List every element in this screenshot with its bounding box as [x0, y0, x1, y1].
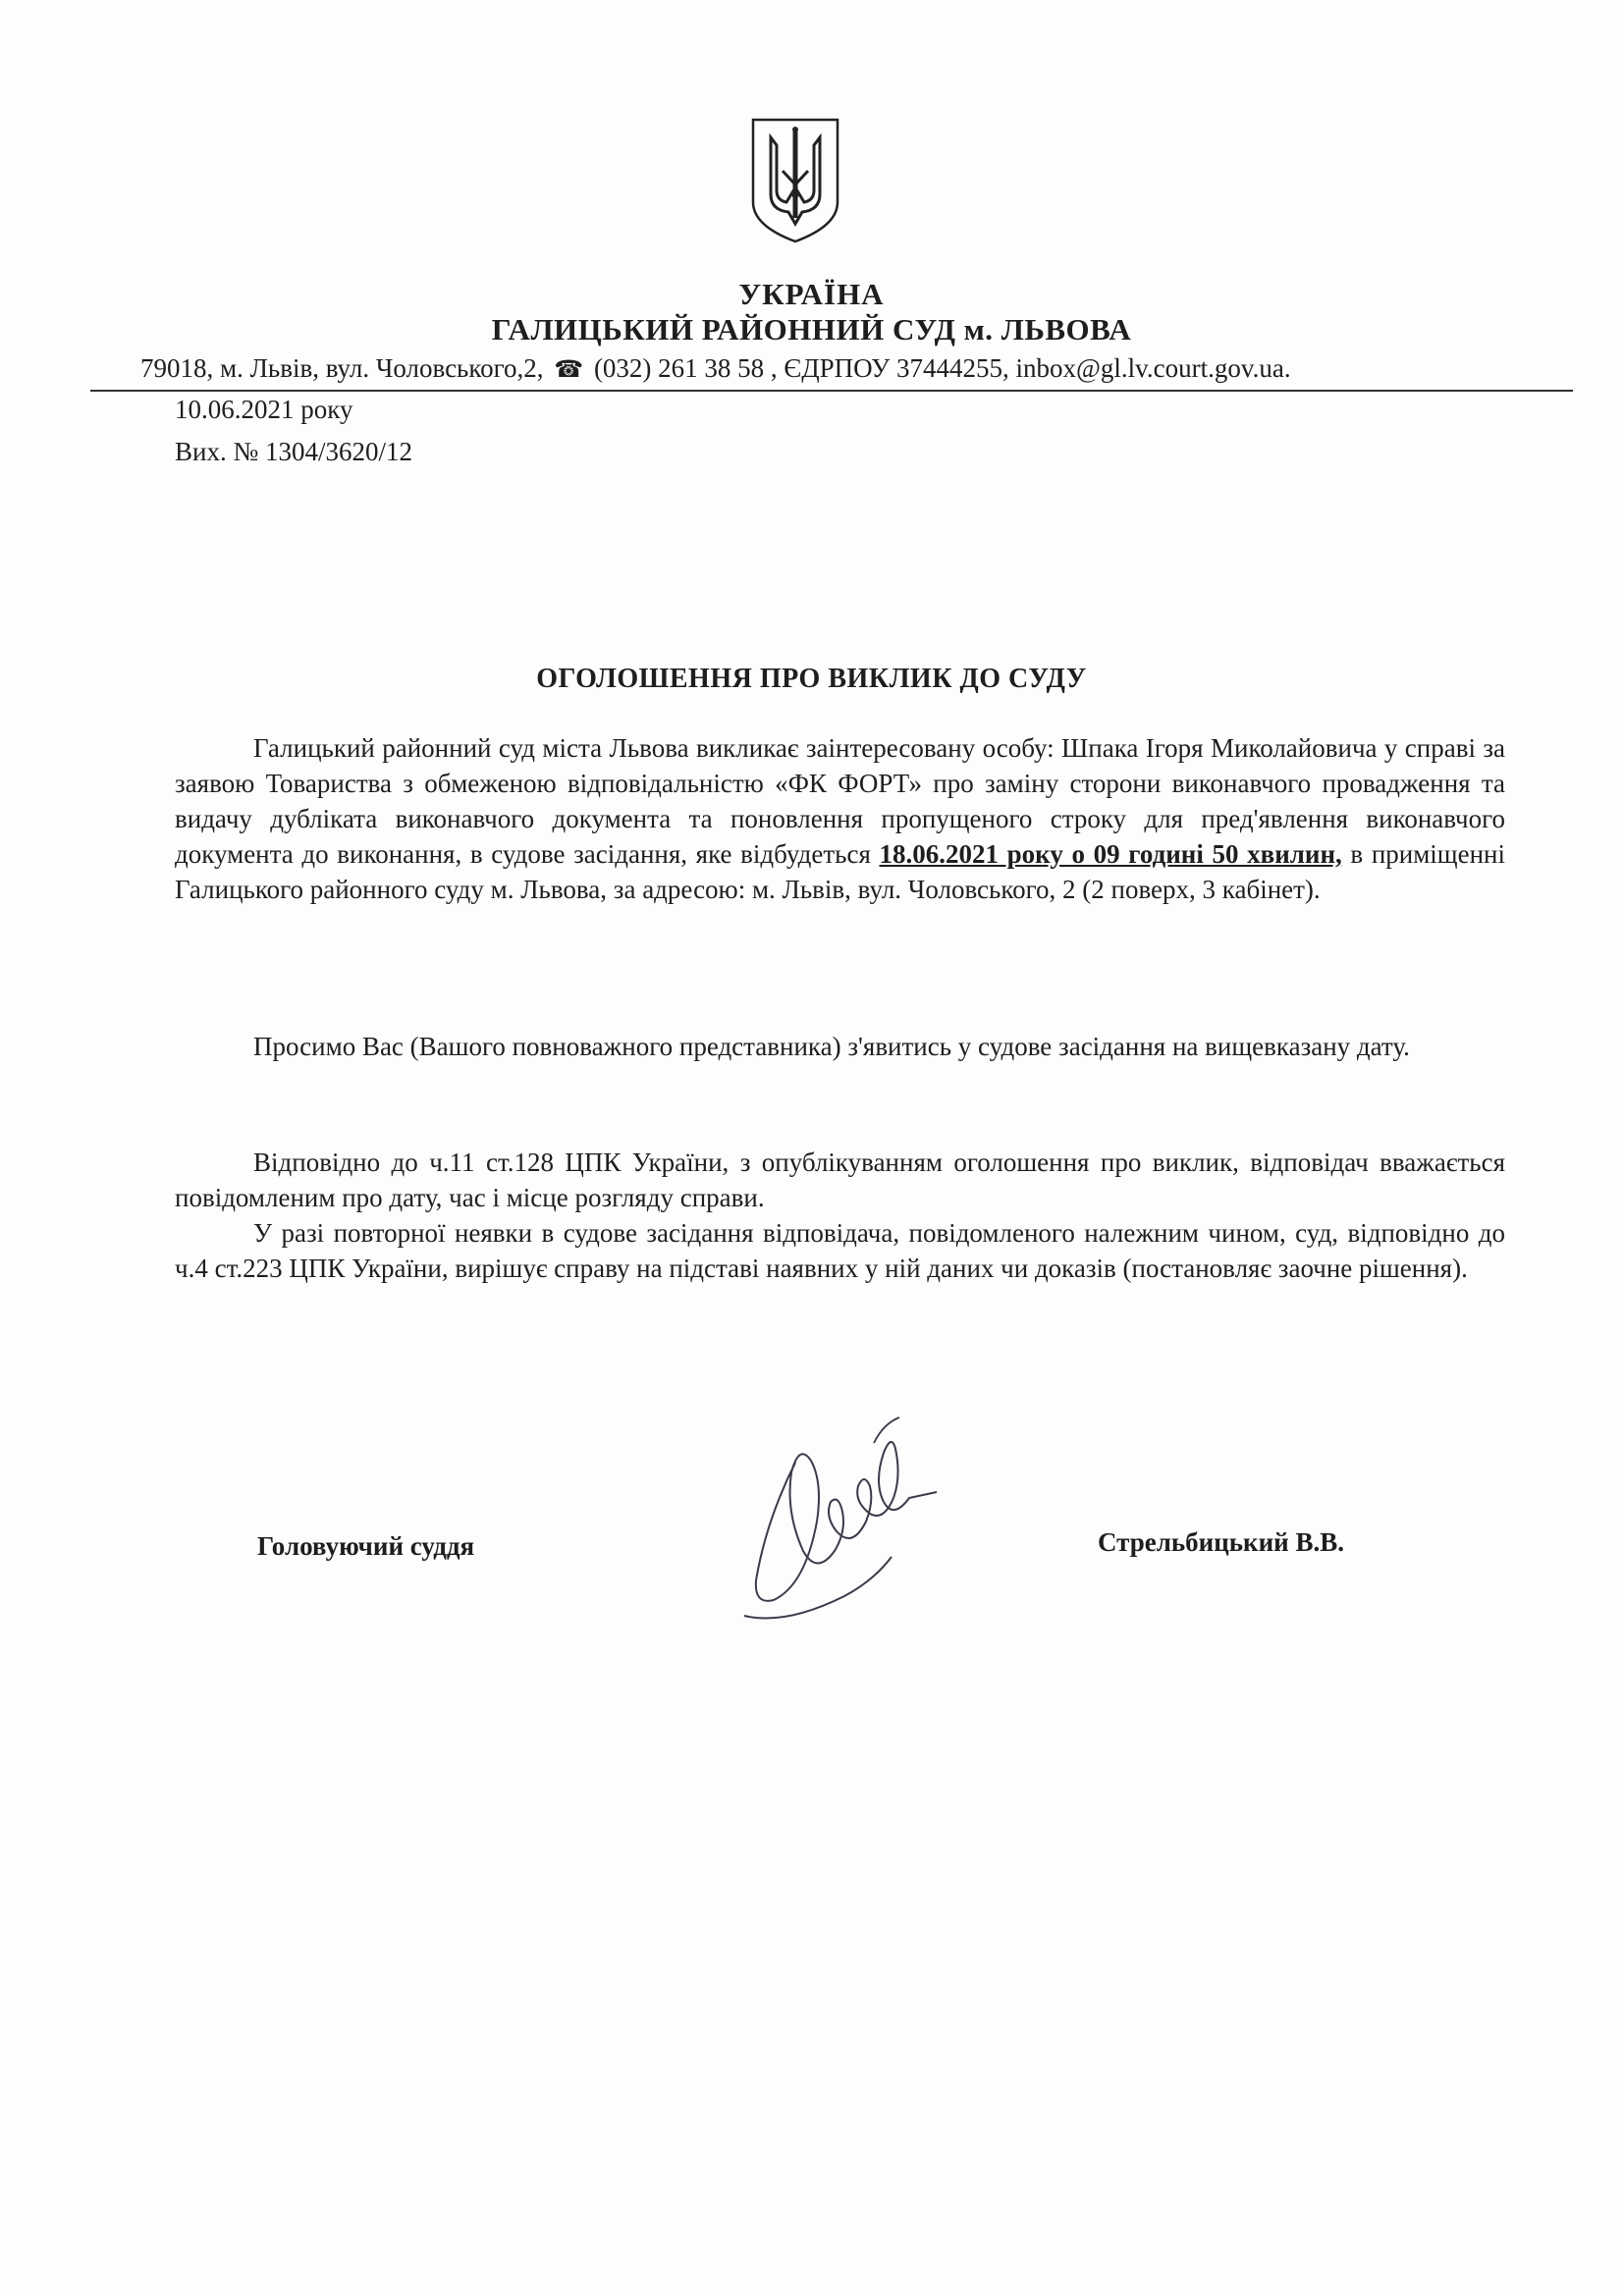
paragraph-law-notice: [175, 1145, 1505, 1215]
judge-name: Стрельбицький В.В.: [1098, 1527, 1344, 1557]
contact-line: [140, 353, 1554, 384]
handwritten-signature: [727, 1404, 952, 1639]
court-edrpou: ЄДРПОУ 37444255,: [784, 353, 1009, 383]
document-date: 10.06.2021 року: [175, 395, 353, 424]
hearing-datetime: 18.06.2021 року о 09 годині 50 хвилин,: [879, 839, 1342, 869]
paragraph-default-judgment: [175, 1215, 1505, 1286]
outgoing-number: Вих. № 1304/3620/12: [175, 437, 412, 466]
summons-text-end: в приміщенні Галицького районного суду м. Львова, за адресою: м. Львів, вул. Чоловського, 2 (2 поверх, 3 кабінет).: [175, 839, 1505, 904]
court-phone: (032) 261 38 58 ,: [593, 353, 778, 383]
paragraph-request: [175, 1029, 1505, 1064]
document-title: ОГОЛОШЕННЯ ПРО ВИКЛИК ДО СУДУ: [536, 664, 1087, 694]
country-name: УКРАЇНА: [738, 277, 885, 311]
coat-of-arms-icon: [749, 116, 841, 245]
request-text: Просимо Вас (Вашого повноважного представника) з'явитись у судове засідання на вищевказану дату.: [253, 1032, 1410, 1061]
court-address: 79018, м. Львів, вул. Чоловського,2,: [140, 353, 544, 383]
judge-role: Головуючий суддя: [257, 1531, 475, 1561]
court-email: inbox@gl.lv.court.gov.ua.: [1015, 353, 1291, 383]
court-name: ГАЛИЦЬКИЙ РАЙОННИЙ СУД м. ЛЬВОВА: [491, 312, 1132, 347]
summons-text-start: Галицький районний суд міста Львова викликає заінтересовану особу: Шпака Ігоря Миколайовича у справі за заявою Товариства з обмеженою відповідальністю «ФК ФОРТ» про заміну сторони виконавчого провадження та видачу дубліката виконавчого документа та поновлення пропущеного строку для пред'явлення виконавчого документа до виконання, в судове засідання, яке відбудеться: [175, 733, 1505, 869]
phone-icon: ☎: [554, 357, 584, 383]
default-judgment-text: У разі повторної неявки в судове засідання відповідача, повідомленого належним чином, суд, відповідно до ч.4 ст.223 ЦПК України, вирішує справу на підставі наявних у ній даних чи доказів (постановляє заочне рішення).: [175, 1218, 1505, 1283]
paragraph-summons: [175, 730, 1505, 907]
header-divider: [90, 390, 1573, 392]
law-notice-text: Відповідно до ч.11 ст.128 ЦПК України, з опублікуванням оголошення про виклик, відповідач вважається повідомленим про дату, час і місце розгляду справи.: [175, 1148, 1505, 1212]
